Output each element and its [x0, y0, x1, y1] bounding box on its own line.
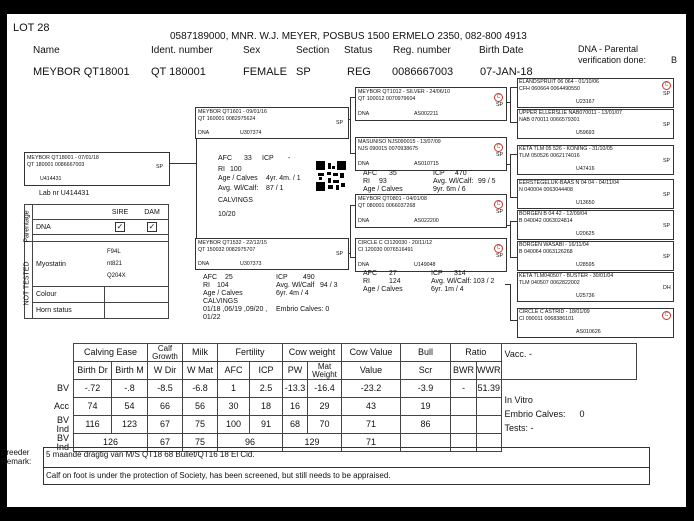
group-milk: Milk — [183, 344, 218, 362]
sire-line2: QT 160001 0082975624 — [198, 116, 256, 122]
dam-wcalf-label: Avg. Wl/Calf — [276, 282, 315, 289]
sire-icp: - — [288, 155, 291, 162]
sub-value: Value — [342, 362, 401, 380]
dam-sire-line2: QT 080001 0066037268 — [358, 203, 416, 209]
dam-dam-icp: 314 — [454, 270, 466, 277]
group-calving-ease: Calving Ease — [74, 344, 148, 362]
dam-dna-label: DNA — [198, 261, 210, 267]
value-reg: 0086667003 — [392, 66, 454, 78]
dam-afc-label: AFC — [203, 274, 217, 281]
ggp-box-7 — [517, 272, 674, 302]
perf-cell: 16 — [283, 398, 308, 416]
ggp-section: SP — [663, 192, 671, 198]
agg-calving-ease: 126 — [74, 434, 148, 452]
lab-number: Lab nr U414431 — [39, 190, 90, 197]
embrio-calves-value: 0 — [579, 409, 585, 419]
value-name: MEYBOR QT18001 — [33, 66, 130, 78]
perf-cell: -23.2 — [342, 380, 401, 398]
ggp-dna: U20625 — [576, 231, 595, 237]
ggp-dna: U25736 — [576, 293, 595, 299]
ggp-dna: U47416 — [576, 166, 595, 172]
perf-cell: 18 — [250, 398, 283, 416]
dam-dam-wcalf-label: Avg. Wl/Calf: — [431, 278, 472, 285]
ggp-section: SP — [663, 91, 671, 97]
perf-cell: 116 — [74, 416, 112, 434]
dam-dam-ri: 124 — [389, 278, 401, 285]
agg-cow-weight: 129 — [283, 434, 342, 452]
breeder-contact: 0587189000, MNR. W.J. MEYER, POSBUS 1500 ERMELO 2350, 082-800 4913 — [170, 31, 527, 42]
ggp-line1: BORGEN B 04 42 - 12/09/04 — [519, 211, 588, 217]
dam-sire-line1: MEYBOR QT0801 - 04/01/08 — [358, 196, 427, 202]
perf-cell: -.8 — [112, 380, 148, 398]
perf-cell: -16.4 — [308, 380, 342, 398]
dam-calvings: 01/18 ,06/19 ,09/20 , — [203, 306, 268, 313]
dam-dam-line2: CI 120030 0076516491 — [358, 247, 414, 253]
perf-cell: -3.9 — [401, 380, 451, 398]
dam-dam-section: SP — [496, 253, 504, 259]
ggp-line2: TLM 040507 0062822002 — [519, 280, 580, 286]
sub-icp: ICP — [250, 362, 283, 380]
myostatin-label: Myostatin — [33, 242, 105, 287]
row-label: BV — [56, 383, 69, 393]
dam-dam-age: 6yr. 1m / 4 — [431, 286, 464, 293]
ggp-line1: CIRCLE C ASTRID - 18/01/09 — [519, 309, 590, 315]
label-section: Section — [296, 45, 330, 56]
perf-cell — [477, 398, 502, 416]
dam-ri-label: RI — [203, 282, 210, 289]
colour-label: Colour — [33, 287, 105, 303]
sire-dam-dna-label: DNA — [358, 161, 370, 167]
ggp-line1: KETA TLM040507 - BUSTER - 30/01/04 — [519, 273, 614, 279]
performance-table — [43, 343, 637, 452]
parentage-table — [24, 204, 169, 319]
perf-cell: 123 — [112, 416, 148, 434]
sire-checkbox-icon: ✓ — [116, 222, 124, 231]
ggp-section: SP — [663, 158, 671, 164]
sire-dam-ri-label: RI — [363, 178, 370, 185]
perf-cell: 54 — [112, 398, 148, 416]
group-cow-weight: Cow weight — [283, 344, 342, 362]
ggp-line2: CI 090011 0068386101 — [519, 316, 574, 322]
protection-note: Calf on foot is under the protection of Society, has been screened, but still needs to be appraised. — [46, 471, 391, 480]
perf-cell: 1 — [218, 380, 250, 398]
perf-cell: 86 — [401, 416, 451, 434]
ggp-dna: U13650 — [576, 200, 595, 206]
perf-cell: -13.3 — [283, 380, 308, 398]
sub-afc: AFC — [218, 362, 250, 380]
ggp-box-6 — [517, 241, 674, 271]
tests-status: Tests: - — [504, 423, 534, 433]
horn-status-value — [104, 303, 169, 319]
perf-cell: 19 — [401, 398, 451, 416]
value-ident: QT 180001 — [151, 66, 206, 78]
sire-dam-ri: 93 — [379, 178, 387, 185]
ggp-line1: ELANDSPRUIT 06 064 - 01/10/06 — [519, 79, 599, 85]
sub-wean-mat: W Mat — [183, 362, 218, 380]
animal-box — [24, 152, 170, 186]
group-ratio: Ratio — [451, 344, 502, 362]
certified-seal-icon: C — [662, 81, 671, 90]
dam-wcalf: 94 / 3 — [320, 282, 338, 289]
dam-sire-section: SP — [496, 209, 504, 215]
sire-dam-wcalf-label: Avg. Wl/Calf: — [433, 178, 474, 185]
sire-column: SIRE — [104, 205, 136, 220]
sire-calvings-label: CALVINGS — [218, 197, 253, 204]
value-verification: B — [671, 55, 678, 65]
dam-dam-afc: 27 — [389, 270, 397, 277]
perf-cell: 29 — [308, 398, 342, 416]
dam-line2: QT 150032 0082975707 — [198, 247, 256, 253]
perf-cell: 30 — [218, 398, 250, 416]
sire-afc-label: AFC — [218, 155, 232, 162]
sire-sire-line2: QT 100012 0070979604 — [358, 96, 416, 102]
ggp-box-1 — [517, 78, 674, 108]
ggp-section: DH — [663, 285, 671, 291]
sire-dna-label: DNA — [198, 130, 210, 136]
ggp-line2: B 040042 0063024814 — [519, 218, 573, 224]
sire-dam-icp-label: ICP — [433, 170, 445, 177]
dam-dam-icp-label: ICP — [431, 270, 443, 277]
sire-sire-box — [355, 87, 507, 121]
sire-calvings: 10/20 — [218, 211, 236, 218]
label-reg: Reg. number — [393, 45, 451, 56]
perf-cell: 2.5 — [250, 380, 283, 398]
dam-line1: MEYBOR QT1532 - 22/12/15 — [198, 240, 267, 246]
sub-wwr: WWR — [477, 362, 502, 380]
animal-dna: U414431 — [40, 176, 62, 182]
agg-calf-growth: 67 — [148, 434, 183, 452]
sire-sire-section: SP — [496, 102, 504, 108]
row-label: Acc — [53, 401, 69, 411]
agg-fertility: 96 — [218, 434, 283, 452]
label-verification: verification done: — [578, 55, 647, 65]
group-bull: Bull — [401, 344, 451, 362]
in-vitro-label: In Vitro — [504, 395, 533, 405]
perf-cell: -.72 — [74, 380, 112, 398]
animal-section: SP — [156, 164, 164, 170]
dam-sire-box — [355, 194, 507, 228]
dam-dam-box — [355, 238, 507, 272]
label-birth: Birth Date — [479, 45, 524, 56]
sire-section: SP — [336, 120, 344, 126]
sire-dam-line2: NJS 090015 0070938675 — [358, 146, 419, 152]
myostatin-value-3: Q204X — [107, 273, 126, 280]
value-status: REG — [347, 66, 371, 78]
sub-scr: Scr — [401, 362, 451, 380]
perf-cell: 91 — [250, 416, 283, 434]
ggp-dna: U59693 — [576, 130, 595, 136]
sub-wean-dir: W Dir — [148, 362, 183, 380]
ggp-section: SP — [663, 254, 671, 260]
dam-section: SP — [336, 251, 344, 257]
perf-cell: 71 — [342, 416, 401, 434]
dam-column: DAM — [136, 205, 169, 220]
group-cow-value: Cow Value — [342, 344, 401, 362]
ggp-dna: U28595 — [576, 262, 595, 268]
sire-dam-section: SP — [496, 152, 504, 158]
sire-ri-label: RI — [218, 166, 225, 173]
dam-dam-dna: U149048 — [414, 262, 436, 268]
row-label: BV Ind — [56, 414, 69, 434]
certified-seal-icon: C — [494, 143, 503, 152]
label-dna-parental: DNA - Parental — [578, 44, 639, 54]
perf-cell: 56 — [183, 398, 218, 416]
parentage-section-label: Parentage — [23, 210, 31, 243]
perf-cell: 74 — [74, 398, 112, 416]
animal-line1: MEYBOR QT18001 - 07/01/18 — [27, 155, 99, 161]
ggp-line1: EERSTEGELUK-BAAS N 04 04 - 04/11/04 — [519, 180, 620, 186]
dam-dna: U307373 — [240, 261, 262, 267]
sire-ri: 100 — [230, 166, 242, 173]
dam-sire-dna: AS022200 — [414, 218, 439, 224]
sire-age-label: Age / Calves — [218, 175, 258, 182]
dam-icp: 490 — [303, 274, 315, 281]
certified-seal-icon: C — [494, 93, 503, 102]
ggp-box-3 — [517, 145, 674, 175]
ggp-box-8 — [517, 308, 674, 338]
sire-age: 4yr. 4m. / 1 — [266, 175, 301, 182]
perf-cell: 100 — [218, 416, 250, 434]
ggp-line2: NAB 070011 0066579301 — [519, 117, 580, 123]
dam-ri: 104 — [217, 282, 229, 289]
sire-icp-label: ICP — [262, 155, 274, 162]
value-birth: 07-JAN-18 — [480, 66, 533, 78]
sire-dam-dna: AS010715 — [414, 161, 439, 167]
ggp-line1: UPPER ELLERSLIE NAB070011 - 13/01/07 — [519, 110, 622, 116]
sire-dam-box — [355, 137, 507, 171]
sire-sire-dna: AS002211 — [414, 111, 439, 117]
sire-wcalf-label: Avg. Wl/Calf: — [218, 185, 259, 192]
sire-dam-wcalf: 99 / 5 — [478, 178, 496, 185]
animal-line2: QT 180001 0086667003 — [27, 162, 85, 168]
sub-birth-dir: Birth Dr — [74, 362, 112, 380]
dam-dam-afc-label: AFC — [363, 270, 377, 277]
dna-label: DNA — [33, 220, 105, 235]
perf-cell: 68 — [283, 416, 308, 434]
dam-calvings-2: 01/22 — [203, 314, 221, 321]
label-sex: Sex — [243, 45, 261, 56]
not-tested-label: NOT TESTED — [23, 261, 31, 306]
perf-cell — [477, 416, 502, 434]
dam-dam-age-label: Age / Calves — [363, 286, 403, 293]
perf-cell: 75 — [183, 416, 218, 434]
auction-lot-certificate — [1, 14, 686, 507]
dam-checkbox-icon: ✓ — [148, 222, 156, 231]
ggp-line2: N 040004 0063044408 — [519, 187, 573, 193]
dam-dam-wcalf: 103 / 2 — [473, 278, 495, 285]
dam-calvings-label: CALVINGS — [203, 298, 238, 305]
lot-number: LOT 28 — [13, 22, 50, 34]
dam-dam-ri-label: RI — [363, 278, 370, 285]
ggp-box-4 — [517, 179, 674, 209]
perf-cell: 67 — [148, 416, 183, 434]
perf-cell: 70 — [308, 416, 342, 434]
sire-box — [195, 107, 349, 139]
value-sex: FEMALE — [243, 66, 288, 78]
sire-dam-line1: MASUNISO NJS090015 - 13/07/09 — [358, 139, 441, 145]
label-name: Name — [33, 45, 60, 56]
dam-embrio-calves: Embrio Calves: 0 — [276, 306, 330, 313]
sire-dam-age: 9yr. 6m / 6 — [433, 186, 466, 193]
dam-age: 6yr. 4m / 4 — [276, 290, 309, 297]
ggp-box-5 — [517, 210, 674, 240]
dam-afc: 25 — [225, 274, 233, 281]
ggp-line1: KETA TLM 05 526 - KONING - 31/10/05 — [519, 146, 613, 152]
sire-wcalf: 87 / 1 — [266, 185, 284, 192]
perf-cell: -8.5 — [148, 380, 183, 398]
dam-icp-label: ICP — [276, 274, 288, 281]
ggp-line2: TLM 050526 0062174016 — [519, 153, 580, 159]
ggp-section: SP — [663, 122, 671, 128]
dam-sire-dna-label: DNA — [358, 218, 370, 224]
perf-cell — [451, 416, 477, 434]
sire-dna: U307374 — [240, 130, 262, 136]
myostatin-value-1: F94L — [107, 249, 121, 256]
embrio-calves-label: Embrio Calves: — [504, 409, 566, 419]
label-ident: Ident. number — [151, 45, 213, 56]
sub-bwr: BWR — [451, 362, 477, 380]
sire-line1: MEYBOR QT1601 - 09/01/16 — [198, 109, 267, 115]
breeder-remark-text: 5 maande dragtig van M/S QT18 68 Bullet/QT16 18 El Cid. — [46, 450, 255, 459]
perf-row — [43, 380, 636, 398]
myostatin-value-2: nt821 — [107, 261, 123, 268]
dam-age-label: Age / Calves — [203, 290, 243, 297]
sub-mat-weight: Mat Weight — [308, 362, 342, 380]
dam-box — [195, 238, 349, 270]
sire-dam-age-label: Age / Calves — [363, 186, 403, 193]
agg-milk: 75 — [183, 434, 218, 452]
certified-seal-icon: C — [662, 311, 671, 320]
perf-cell: 66 — [148, 398, 183, 416]
qr-code-icon — [316, 161, 346, 191]
perf-cell — [451, 398, 477, 416]
sub-pw: PW — [283, 362, 308, 380]
ggp-dna: U23167 — [576, 99, 595, 105]
sire-sire-dna-label: DNA — [358, 111, 370, 117]
agg-cow-value: 71 — [342, 434, 401, 452]
perf-cell: -6.8 — [183, 380, 218, 398]
sub-birth-mat: Birth M — [112, 362, 148, 380]
sire-sire-line1: MEYBOR QT1012 - SILVER - 24/06/10 — [358, 89, 451, 95]
ggp-section: SP — [663, 223, 671, 229]
colour-value — [104, 287, 169, 303]
sire-dam-afc-label: AFC — [363, 170, 377, 177]
vaccination-status: Vacc. - — [504, 349, 532, 359]
certified-seal-icon: C — [494, 200, 503, 209]
ggp-line2: B 040064 0063126268 — [519, 249, 573, 255]
row-label: BV — [56, 432, 69, 443]
certified-seal-icon: C — [494, 244, 503, 253]
group-fertility: Fertility — [218, 344, 283, 362]
ggp-line1: BORGEN WASABI - 16/11/04 — [519, 242, 589, 248]
sire-afc: 33 — [244, 155, 252, 162]
dam-dam-dna-label: DNA — [358, 262, 370, 268]
sire-dam-icp: 470 — [455, 170, 467, 177]
dam-dam-line1: CIRCLE C CI120030 - 20/11/12 — [358, 240, 433, 246]
perf-cell: 43 — [342, 398, 401, 416]
horn-status-label: Horn status — [33, 303, 105, 319]
label-status: Status — [344, 45, 373, 56]
group-calf-growth: Calf Growth — [148, 344, 183, 362]
perf-cell: - — [451, 380, 477, 398]
perf-cell: 51.39 — [477, 380, 502, 398]
value-section: SP — [296, 66, 311, 78]
ggp-box-2 — [517, 109, 674, 139]
sire-dam-afc: 35 — [389, 170, 397, 177]
ggp-line2: CFH 060664 0064490550 — [519, 86, 580, 92]
ggp-dna: AS010626 — [576, 329, 601, 335]
breeder-remark-label: Breeder Remark: — [1, 448, 32, 466]
